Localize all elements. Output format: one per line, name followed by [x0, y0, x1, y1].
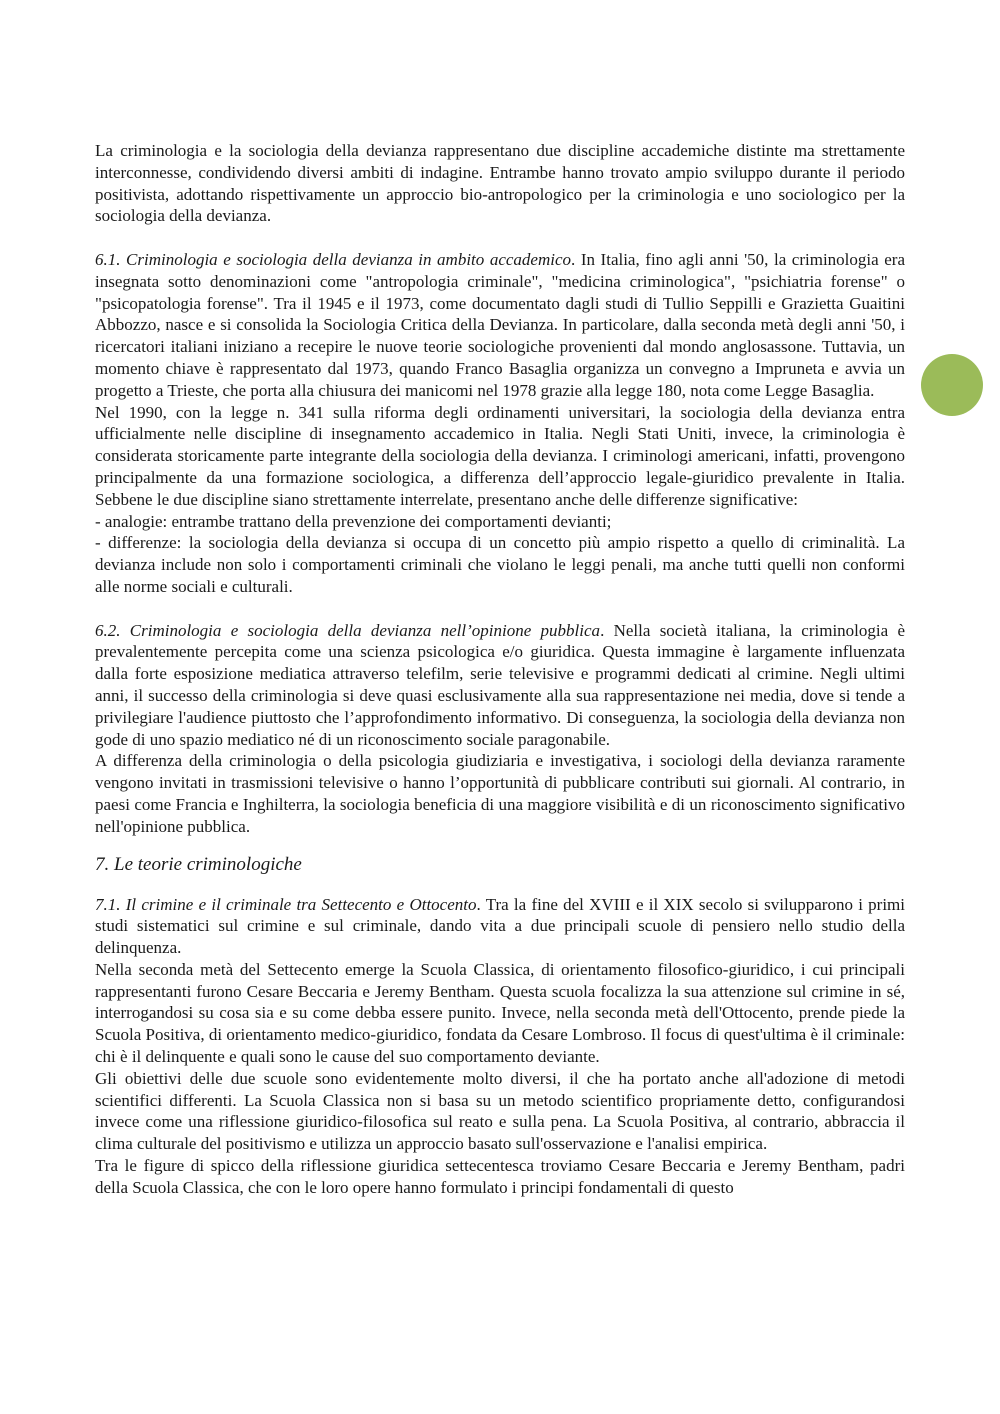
- document-body: [95, 140, 905, 1199]
- section-7-1-paragraph-2: Nella seconda metà del Settecento emerge la Scuola Classica, di orientamento filosofico-giuridico, i cui principali rappresentanti furono Cesare Beccaria e Jeremy Bentham. Questa scuola focalizza la sua attenzione sul crimine in sé, interrogandosi su cosa sia e su come debba essere punito. Invece, nella seconda metà dell'Ottocento, prende piede la Scuola Positiva, di orientamento medico-giuridico, fondata da Cesare Lombroso. Il focus di quest'ultima è il criminale: chi è il delinquente e quali sono le cause del suo comportamento deviante.: [95, 959, 905, 1067]
- section-6-1-paragraph-1: [95, 249, 905, 402]
- section-7-1-paragraph-1: [95, 894, 905, 959]
- section-7-1-paragraph-4: Tra le figure di spicco della riflessione giuridica settecentesca troviamo Cesare Beccaria e Jeremy Bentham, padri della Scuola Classica, che con le loro opere hanno formulato i principi fondamentali di questo: [95, 1156, 905, 1197]
- intro-paragraph: La criminologia e la sociologia della devianza rappresentano due discipline accademiche distinte ma strettamente interconnesse, condividendo diversi ambiti di indagine. Entrambe hanno trovato ampio sviluppo durante il periodo positivista, adottando rispettivamente un approccio bio-antropologico per la criminologia e uno sociologico per la sociologia della devianza.: [95, 141, 905, 226]
- section-7-1-text: . Tra la fine del XVIII e il XIX secolo si svilupparono i primi studi sistematici sul crimine e sul criminale, dando vita a due principali scuole di pensiero nello studio della delinquenza.: [95, 894, 905, 958]
- decorative-green-circle: [921, 354, 983, 416]
- section-6-1-text: . In Italia, fino agli anni '50, la criminologia era insegnata sotto denominazioni come "antropologia criminale", "medicina criminologica", "psichiatria forense" o "psicopatologia forense". Tra il 1945 e il 1973, come documentato dagli studi di Tullio Seppilli e Grazietta Guaitini Abbozzo, nasce e si consolida la Sociologia Critica della Devianza. In particolare, dalla seconda metà degli anni '50, i ricercatori italiani iniziano a recepire le nuove teorie sociologiche provenienti dal mondo anglosassone. Tuttavia, un momento chiave è rappresentato dal 1973, quando Franco Basaglia organizza un convegno a Impruneta e avvia un progetto a Trieste, che porta alla chiusura dei manicomi nel 1978 grazie alla legge 180, nota come Legge Basaglia.: [95, 249, 905, 400]
- section-6-1-paragraph-2: Nel 1990, con la legge n. 341 sulla riforma degli ordinamenti universitari, la sociologia della devianza entra ufficialmente nelle discipline di insegnamento accademico in Italia. Negli Stati Uniti, invece, la criminologia è considerata storicamente parte integrante della sociologia della devianza. I criminologi americani, infatti, provengono principalmente da una formazione sociologica, a differenza dell’approccio legale-giuridico prevalente in Italia. Sebbene le due discipline siano strettamente interrelate, presentano anche delle differenze significative:: [95, 402, 905, 509]
- section-6-2-paragraph-2: A differenza della criminologia o della psicologia giudiziaria e investigativa, i sociologi della devianza raramente vengono invitati in trasmissioni televisive o hanno l’opportunità di pubblicare contributi sui giornali. Al contrario, in paesi come Francia e Inghilterra, la sociologia beneficia di una maggiore visibilità e di un riconoscimento significativo nell'opinione pubblica.: [95, 751, 905, 836]
- section-6-2-text: . Nella società italiana, la criminologia è prevalentemente percepita come una scienza psicologica e/o giuridica. Questa immagine è largamente influenzata dalla forte esposizione mediatica attraverso telefilm, serie televisive e programmi dedicati al crimine. Negli ultimi anni, il successo della criminologia si deve quasi esclusivamente alla sua rappresentazione nei media, dove si tende a privilegiare l'audience piuttosto che l’approfondimento informativo. Di conseguenza, la sociologia della devianza non gode di uno spazio mediatico né di un riconoscimento sociale paragonabile.: [95, 620, 905, 749]
- chapter-7-heading: 7. Le teorie criminologiche: [95, 853, 302, 875]
- section-6-1-title: 6.1. Criminologia e sociologia della devianza in ambito accademico: [95, 249, 572, 269]
- list-item-analogie: - analogie: entrambe trattano della prevenzione dei comportamenti devianti;: [95, 511, 612, 531]
- section-6-2-title: 6.2. Criminologia e sociologia della devianza nell’opinione pubblica: [95, 620, 601, 640]
- section-7-1-title: 7.1. Il crimine e il criminale tra Settecento e Ottocento: [95, 894, 477, 914]
- section-6-2-paragraph-1: [95, 620, 905, 751]
- section-7-1-paragraph-3: Gli obiettivi delle due scuole sono evidentemente molto diversi, il che ha portato anche all'adozione di metodi scientifici differenti. La Scuola Classica non si basa su un metodo scientifico propriamente detto, configurandosi invece come una riflessione giuridico-filosofica sul reato e sulla pena. La Scuola Positiva, al contrario, abbraccia il clima culturale del positivismo e utilizza un approccio basato sull'osservazione e l'analisi empirica.: [95, 1068, 905, 1154]
- list-item-differenze: - differenze: la sociologia della devianza si occupa di un concetto più ampio rispetto a quello di criminalità. La devianza include non solo i comportamenti criminali che violano le leggi penali, ma anche tutti quelli non conformi alle norme sociali e culturali.: [95, 533, 905, 596]
